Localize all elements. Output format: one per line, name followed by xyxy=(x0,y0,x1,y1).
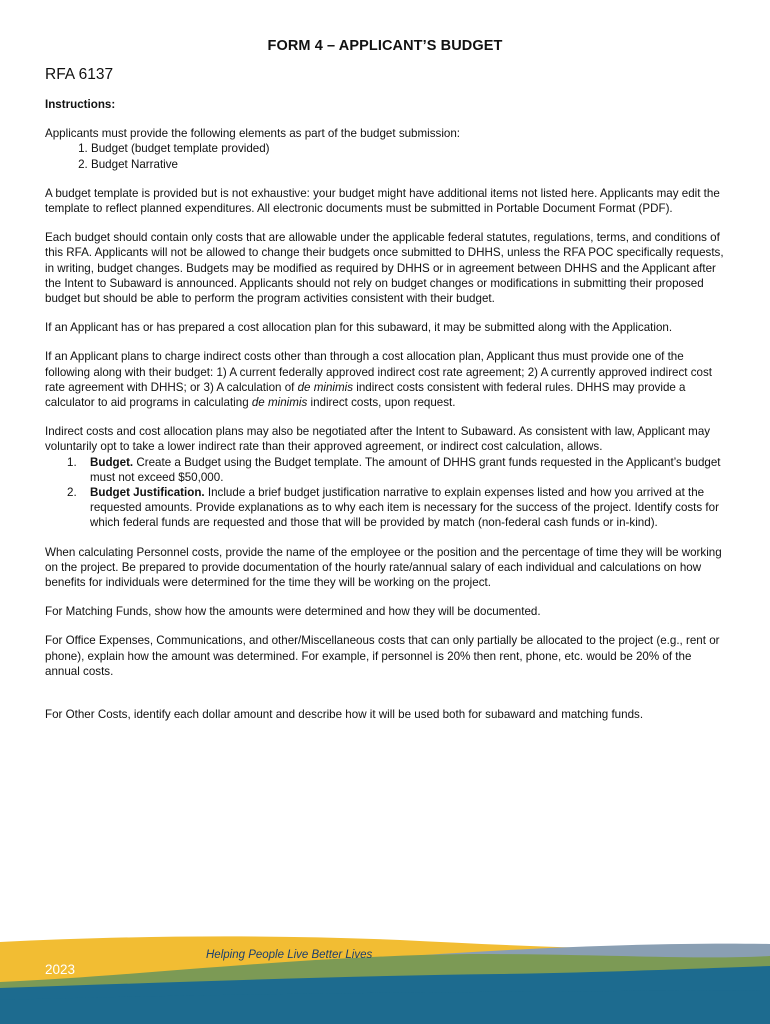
emphasis-term: de minimis xyxy=(297,380,354,394)
footer-year: 2023 xyxy=(45,962,76,977)
paragraph-indirect: If an Applicant plans to charge indirect costs other than through a cost allocation plan, Applicant thus must provide one of the following along with their budget: 1) A current federally approved indirect cost rate agreement; 2) A currently approved indirect cost rate agreement with DHHS; or 3) A calculation of de minimis indirect costs consistent with federal rules. DHHS may provide a calculator to aid programs in calculating de minimis indirect costs, upon request. xyxy=(45,350,713,410)
list-item: 2. Budget Justification. Include a brief budget justification narrative to explain expenses listed and how you arrived at the requested amounts. Provide explanations as to why each item is necessary for the success of the project. Identify costs for which federal funds are requested and those that will be provided by match (non-federal cash funds or in-kind). xyxy=(67,486,719,530)
paragraph-cost-allocation: If an Applicant has or has prepared a cost allocation plan for this subaward, it may be submitted along with the Application. xyxy=(45,321,673,335)
paragraph-personnel: When calculating Personnel costs, provide the name of the employee or the position and the percentage of time they will be working on the project. Be prepared to provide documentation of the hourly rate/annual salary of each individual and calculations on how benefits for individuals were determined for the time they will be working on the project. xyxy=(45,545,722,590)
document-body xyxy=(45,97,725,736)
paragraph-office: For Office Expenses, Communications, and other/Miscellaneous costs that can only partially be allocated to the project (e.g., rent or phone), explain how the amount was determined. For example, if personnel is 20% then rent, phone, etc. would be 20% of the annual costs. xyxy=(45,634,720,678)
paragraph-matching: For Matching Funds, show how the amounts were determined and how they will be documented. xyxy=(45,605,541,619)
paragraph-other: For Other Costs, identify each dollar amount and describe how it will be used both for subaward and matching funds. xyxy=(45,708,644,722)
rfa-number: RFA 6137 xyxy=(45,66,114,83)
list-item: 1. Budget. Create a Budget using the Budget template. The amount of DHHS grant funds requested in the Applicant’s budget must not exceed $50,000. xyxy=(67,455,721,484)
numbered-list xyxy=(45,455,725,531)
item-label: Budget Justification. xyxy=(90,486,205,500)
list-item: 1. Budget (budget template provided) xyxy=(91,141,725,156)
paragraph-allowable: Each budget should contain only costs that are allowable under the applicable federal statutes, regulations, terms, and conditions of this RFA. Applicants will not be allowed to change their budgets once submitted to DHHS, unless the RFA POC specifically requests, in writing, budget changes. Budgets may be modified as required by DHHS or in agreement between DHHS and the Applicant after the Intent to Subaward is announced. Applicants should not rely on budget changes or modifications in submitting their proposed budget but should be able to perform the program activities consistent with their budget. xyxy=(45,231,724,306)
paragraph-template: A budget template is provided but is not exhaustive: your budget might have additional items not listed here. Applicants may edit the template to reflect planned expenditures. All electronic documents must be submitted in Portable Document Format (PDF). xyxy=(45,186,720,216)
item-label: Budget. xyxy=(90,455,134,469)
paragraph-negotiated: Indirect costs and cost allocation plans may also be negotiated after the Intent to Subaward. As consistent with law, Applicant may voluntarily opt to take a lower indirect rate than their approved agreement, or indirect cost calculation, allows. xyxy=(45,425,711,454)
list-item: 2. Budget Narrative xyxy=(91,157,725,172)
form-title: FORM 4 – APPLICANT’S BUDGET xyxy=(267,38,503,54)
footer-banner xyxy=(0,930,770,1024)
intro-text: Applicants must provide the following elements as part of the budget submission: xyxy=(45,127,461,141)
emphasis-term: de minimis xyxy=(251,396,308,410)
elements-list xyxy=(45,141,725,171)
footer-tagline: Helping People Live Better Lives xyxy=(206,949,373,961)
wave-graphic xyxy=(0,930,770,1024)
instructions-heading: Instructions: xyxy=(45,98,116,111)
